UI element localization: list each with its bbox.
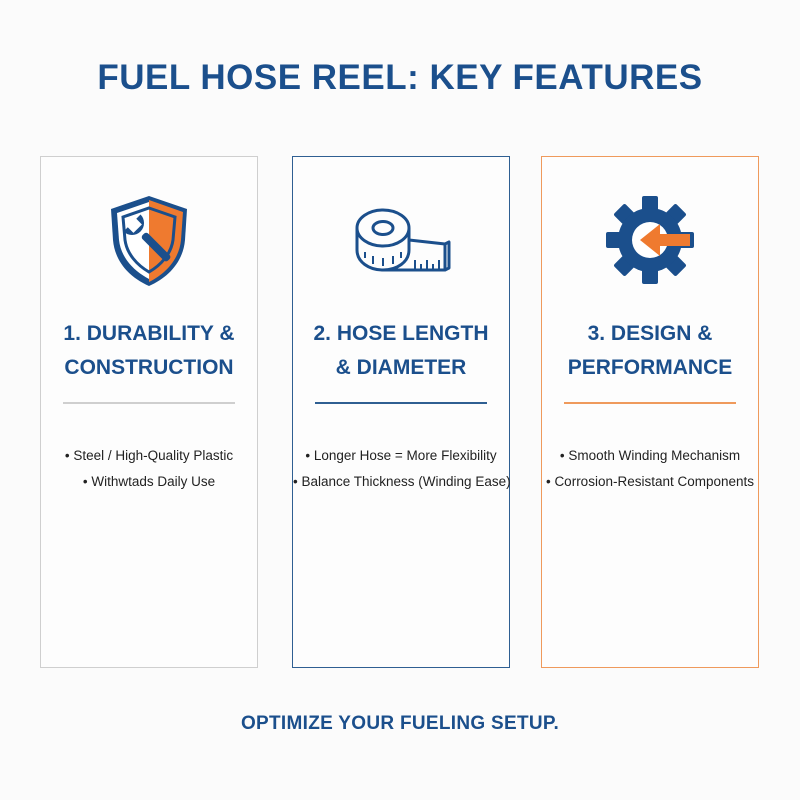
divider [315, 402, 487, 404]
page-title: FUEL HOSE REEL: KEY FEATURES [97, 58, 703, 97]
feature-card-design [541, 156, 759, 668]
feature-card-durability [40, 156, 258, 668]
card-title: 1. DURABILITY & CONSTRUCTION [63, 322, 235, 379]
divider [564, 402, 736, 404]
card-title: 3. DESIGN & PERFORMANCE [567, 322, 733, 379]
list-item: • Steel / High-Quality Plastic [41, 443, 257, 469]
list-item: • Smooth Winding Mechanism [542, 443, 758, 469]
gear-arrow-icon [542, 195, 758, 285]
feature-card-hose-length [292, 156, 510, 668]
list-item: • Longer Hose = More Flexibility [293, 443, 509, 469]
list-item: • Balance Thickness (Winding Ease) [293, 469, 509, 495]
bullet-list [293, 443, 509, 495]
divider [63, 402, 235, 404]
bullet-list [41, 443, 257, 495]
shield-wrench-icon [41, 195, 257, 285]
footer-tagline: OPTIMIZE YOUR FUELING SETUP. [240, 713, 560, 734]
list-item: • Withwtads Daily Use [41, 469, 257, 495]
measuring-tape-icon [293, 195, 509, 285]
bullet-list [542, 443, 758, 495]
card-title: 2. HOSE LENGTH & DIAMETER [313, 322, 489, 379]
list-item: • Corrosion-Resistant Components [542, 469, 758, 495]
